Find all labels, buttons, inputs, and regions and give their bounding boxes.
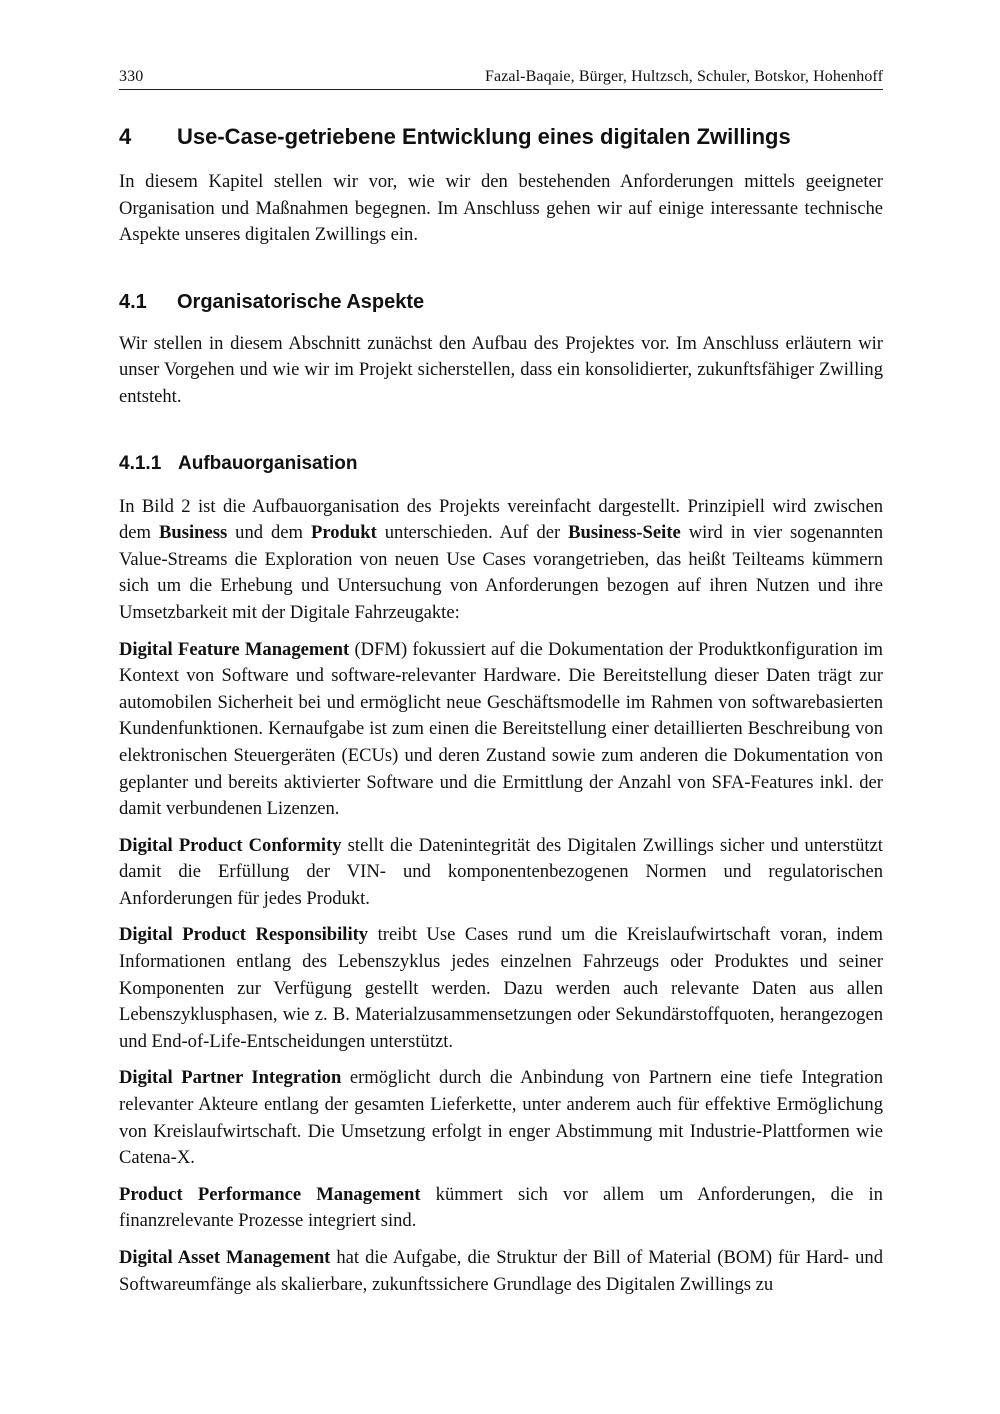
section-4-1-1-heading xyxy=(119,451,883,477)
overview-text-3: unterschieden. Auf der xyxy=(376,522,569,544)
stream-name: Digital Product Responsibility xyxy=(119,924,369,946)
stream-paragraph-partner xyxy=(119,1065,883,1171)
running-header xyxy=(119,66,883,90)
stream-name: Digital Partner Integration xyxy=(119,1067,342,1089)
overview-text-2: und dem xyxy=(227,522,311,544)
stream-description: (DFM) fokussiert auf die Dokumentation der Produktkonfiguration im Kontext von Software und software-relevanter Hardware. Die Bereitstellung dieser Daten trägt zur automobilen Sicherheit bei und ermöglicht neue Geschäftsmodelle im Rahmen von softwarebasierten Kundenfunktionen. Kernaufgabe ist zum einen die Bereitstellung einer detaillierten Beschreibung von elektronischen Steuergeräten (ECUs) und deren Zustand sowie zum anderen die Dokumentation von geplanter und bereits aktivierter Software und die Ermittlung der Anzahl von SFA-Features inkl. der damit verbundenen Lizenzen. xyxy=(119,638,883,820)
stream-description: stellt die Datenintegrität des Digitalen Zwillings sicher und unterstützt damit die Erfüllung der VIN- und komponentenbezogenen Normen und regulatorischen Anforderungen für jedes Produkt. xyxy=(119,834,883,909)
stream-paragraph-dfm xyxy=(119,637,883,823)
section-4-title: Use-Case-getriebene Entwicklung eines digitalen Zwillings xyxy=(177,124,791,149)
stream-paragraph-asset xyxy=(119,1245,883,1298)
overview-text-1: In Bild 2 ist die Aufbauorganisation des Projekts vereinfacht dargestellt. Prinzipiell wird zwischen dem xyxy=(119,495,883,544)
section-4-1-1-number: 4.1.1 xyxy=(119,452,162,474)
body-paragraph-overview xyxy=(119,494,883,627)
term-business-seite: Business-Seite xyxy=(568,522,681,544)
section-4-1-intro: Wir stellen in diesem Abschnitt zunächst den Aufbau des Projektes vor. Im Anschluss erläutern wir unser Vorgehen und wie wir im Projekt sicherstellen, dass ein konsolidierter, zukunftsfähiger Zwilling entsteht. xyxy=(119,332,883,407)
stream-description: kümmert sich vor allem um Anforderungen, die in finanzrelevante Prozesse integriert sind. xyxy=(119,1183,883,1232)
stream-name: Product Performance Management xyxy=(119,1183,421,1205)
term-produkt: Produkt xyxy=(310,522,377,544)
section-4-1-number: 4.1 xyxy=(119,290,147,313)
section-4-1-title: Organisatorische Aspekte xyxy=(177,290,425,313)
section-4-1-heading xyxy=(119,289,883,315)
stream-name: Digital Product Conformity xyxy=(119,834,342,856)
term-business: Business xyxy=(158,522,228,544)
section-4-number: 4 xyxy=(119,124,132,149)
section-4-1-1-title: Aufbauorganisation xyxy=(178,452,358,474)
stream-paragraph-performance xyxy=(119,1182,883,1235)
author-list: Fazal-Baqaie, Bürger, Hultzsch, Schuler, Botskor, Hohenhoff xyxy=(485,68,883,85)
stream-description: hat die Aufgabe, die Struktur der Bill of Material (BOM) für Hard- und Softwareumfänge als skalierbare, zukunftssichere Grundlage des Digitalen Zwillings zu xyxy=(119,1247,883,1295)
section-4-heading xyxy=(119,123,883,151)
stream-name: Digital Asset Management xyxy=(119,1247,331,1268)
page-number: 330 xyxy=(119,68,144,85)
stream-description: treibt Use Cases rund um die Kreislaufwirtschaft voran, indem Informationen entlang des Lebenszyklus jedes einzelnen Fahrzeugs oder Produktes und seiner Komponenten zur Verfügung gestellt werden. Dazu werden auch relevante Daten aus allen Lebenszyklusphasen, wie z. B. Materialzusammensetzungen oder Sekundärstoffquoten, herangezogen und End-of-Life-Entscheidungen unterstützt. xyxy=(119,924,883,1052)
stream-paragraph-conformity xyxy=(119,833,883,913)
overview-text-4: wird in vier sogenannten Value-Streams die Exploration von neuen Use Cases vorangetrieben, das heißt Teilteams kümmern sich um die Erhebung und Untersuchung von Anforderungen bezogen auf ihren Nutzen und ihre Umsetzbarkeit mit der Digitale Fahrzeugakte: xyxy=(119,522,883,623)
stream-name: Digital Feature Management xyxy=(119,638,350,660)
stream-paragraph-responsibility xyxy=(119,922,883,1055)
section-4-intro: In diesem Kapitel stellen wir vor, wie wir den bestehenden Anforderungen mittels geeigneter Organisation und Maßnahmen begegnen. Im Anschluss gehen wir auf einige interessante technische Aspekte unseres digitalen Zwillings ein. xyxy=(119,171,883,246)
stream-description: ermöglicht durch die Anbindung von Partnern eine tiefe Integration relevanter Akteure entlang der gesamten Lieferkette, unter anderem auch für effektive Ermöglichung von Kreislaufwirtschaft. Die Umsetzung erfolgt in enger Abstimmung mit Industrie-Plattformen wie Catena-X. xyxy=(119,1067,883,1169)
document-page xyxy=(119,66,883,1298)
